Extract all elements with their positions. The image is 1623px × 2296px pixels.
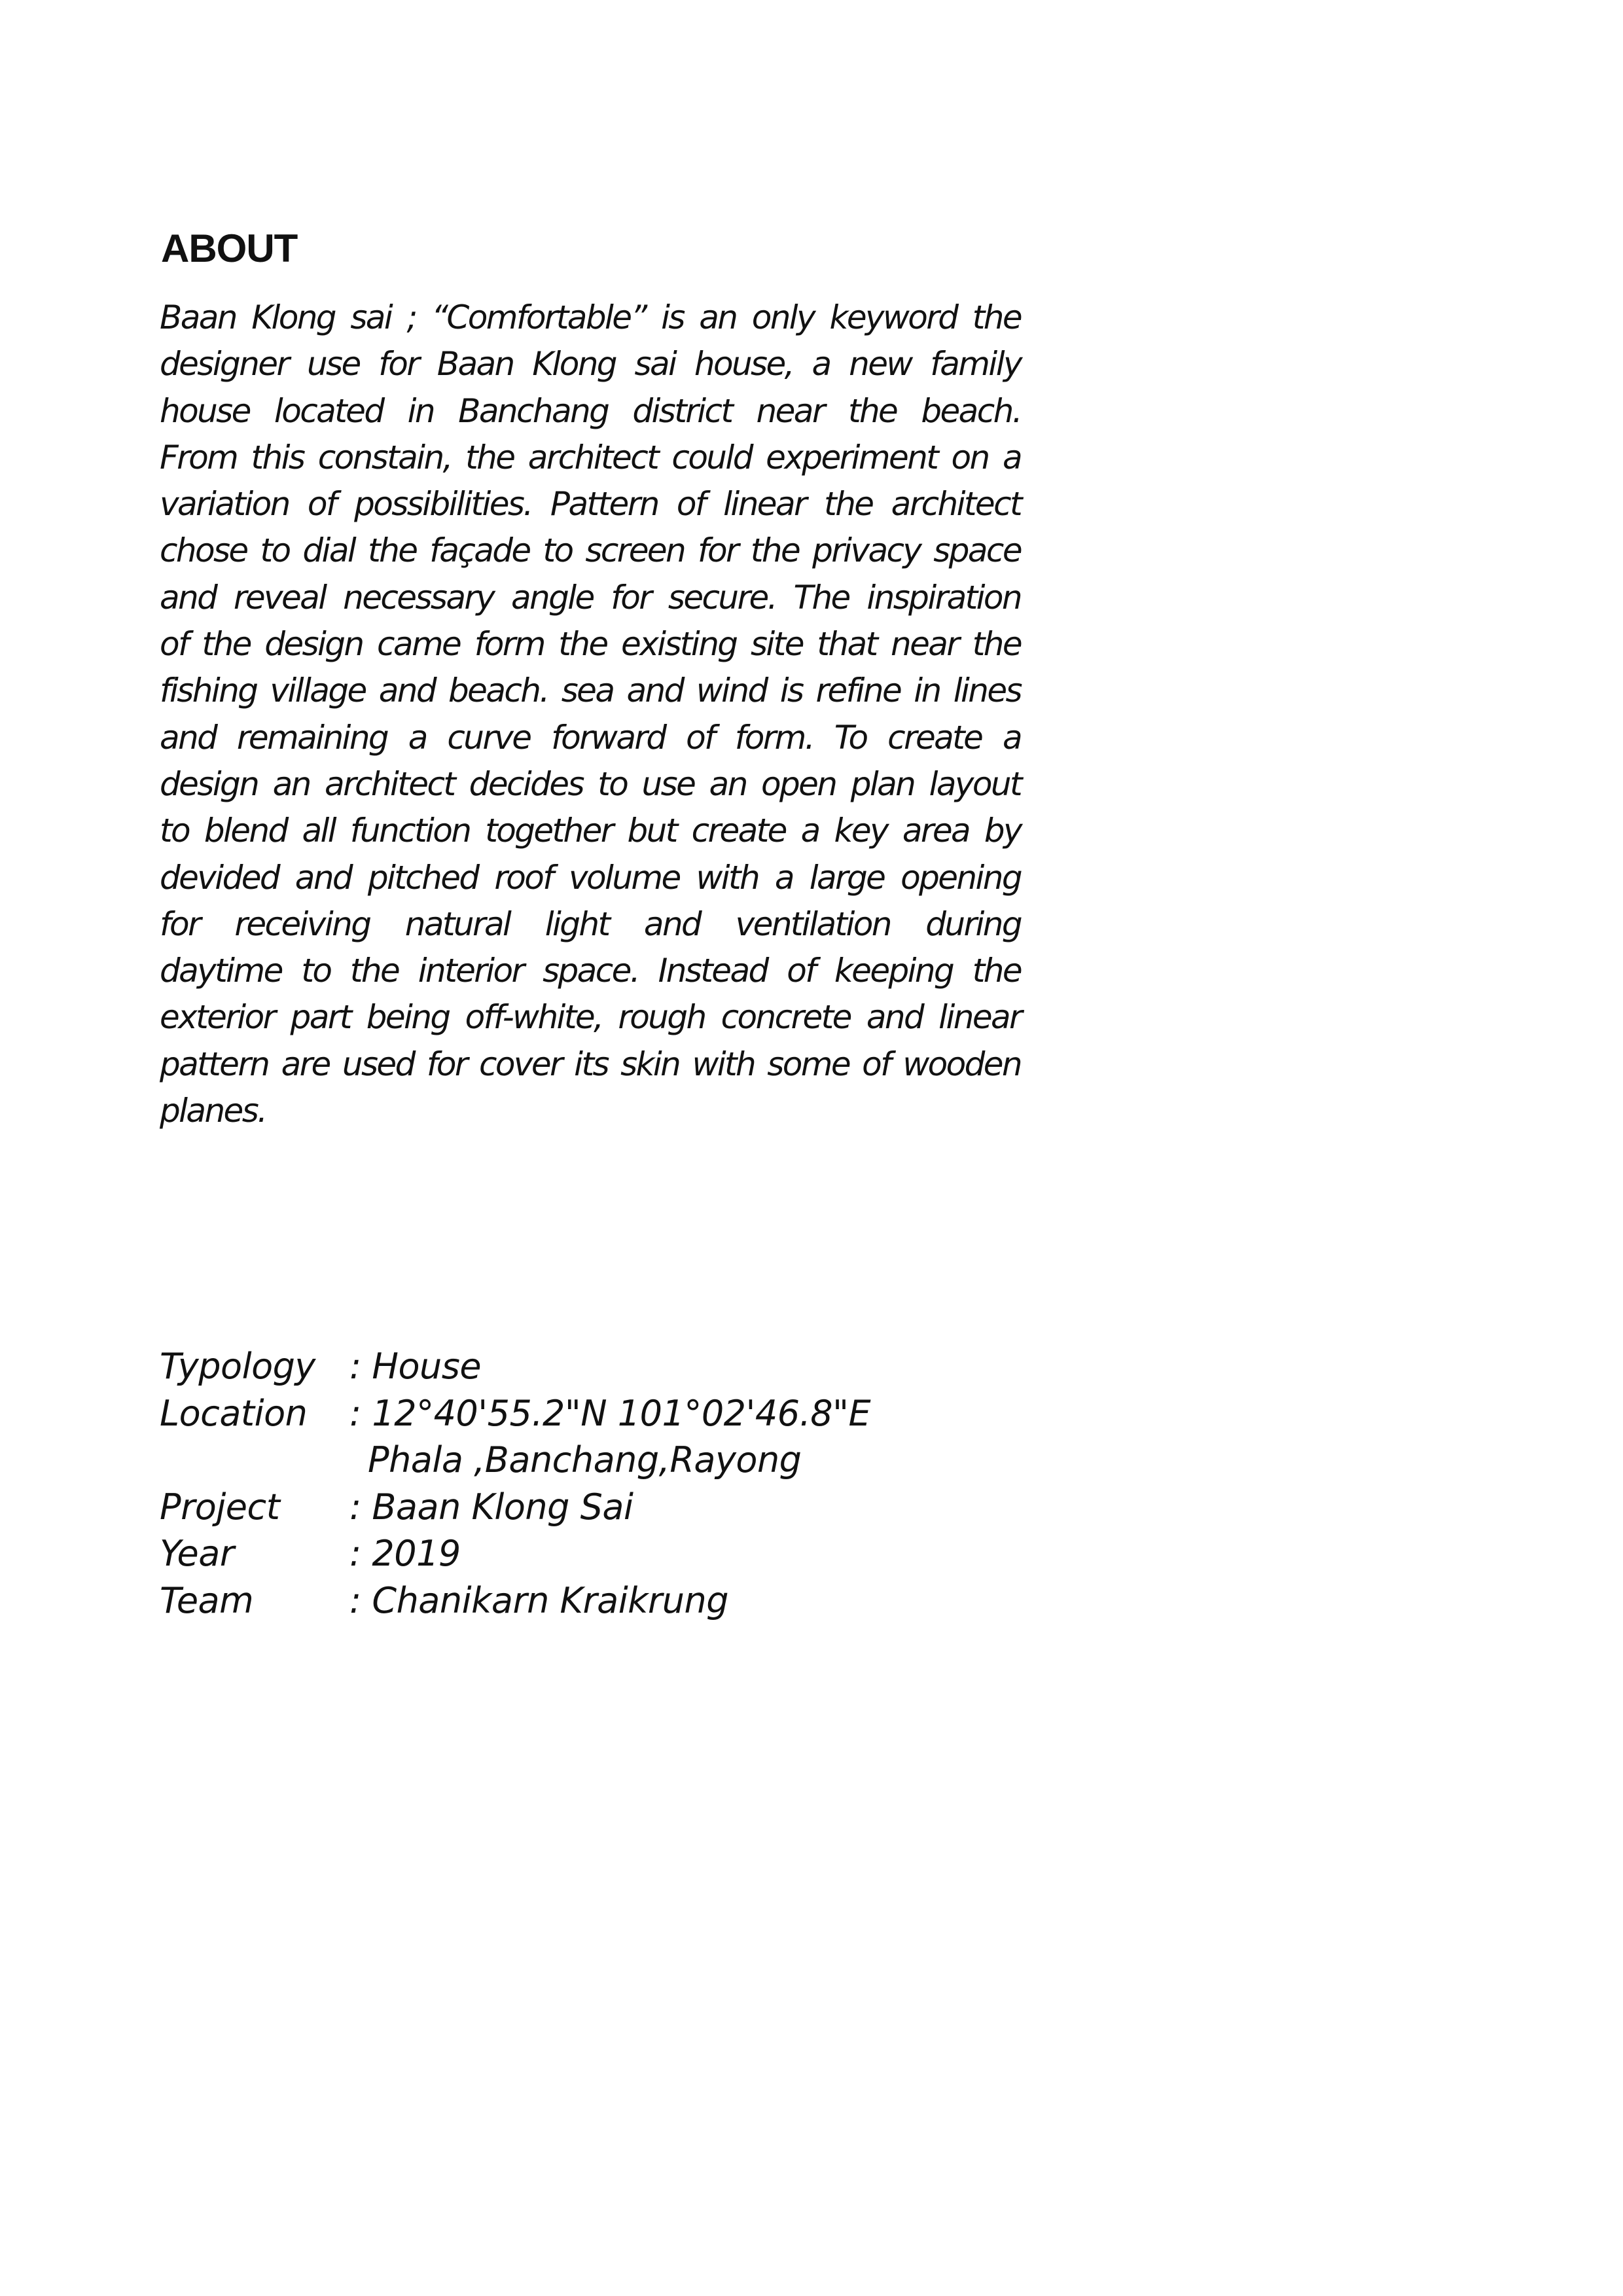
about-line: From this constain, the architect could experiment on a bbox=[160, 438, 1021, 476]
about-line: house located in Banchang district near the beach. bbox=[160, 391, 1021, 430]
detail-label: Location bbox=[160, 1392, 308, 1434]
detail-value: : Baan Klong Sai bbox=[349, 1486, 633, 1528]
detail-row-team bbox=[160, 1577, 870, 1624]
detail-value: : 2019 bbox=[349, 1533, 461, 1574]
about-line: pattern are used for cover its skin with some of wooden bbox=[160, 1045, 1021, 1083]
about-line: exterior part being off-white, rough concrete and linear bbox=[160, 998, 1021, 1037]
about-line: to blend all function together but create a key area by bbox=[160, 812, 1021, 850]
detail-value: : 12°40'55.2"N 101°02'46.8"E bbox=[349, 1392, 871, 1434]
detail-value: Phala ,Banchang,Rayong bbox=[368, 1439, 802, 1480]
detail-row-typology bbox=[160, 1343, 870, 1390]
detail-value: : Chanikarn Kraikrung bbox=[349, 1579, 728, 1621]
about-line: chose to dial the façade to screen for the privacy space bbox=[160, 531, 1021, 570]
detail-row-project bbox=[160, 1484, 870, 1531]
detail-row-location-continued bbox=[160, 1437, 870, 1484]
about-line: fishing village and beach. sea and wind is refine in lines bbox=[160, 672, 1021, 710]
about-paragraph bbox=[160, 295, 1021, 1134]
about-line: variation of possibilities. Pattern of linear the architect bbox=[160, 485, 1021, 524]
detail-label: Typology bbox=[160, 1346, 315, 1387]
about-line: devided and pitched roof volume with a large opening bbox=[160, 858, 1021, 897]
about-line: and remaining a curve forward of form. To create a bbox=[160, 718, 1021, 757]
section-heading-about: ABOUT bbox=[161, 226, 298, 270]
detail-row-location bbox=[160, 1390, 870, 1437]
about-line: Baan Klong sai ; “Comfortable” is an only keyword the bbox=[160, 298, 1021, 336]
detail-label: Team bbox=[160, 1579, 254, 1621]
about-line: of the design came form the existing site that near the bbox=[160, 625, 1021, 664]
about-line: planes. bbox=[160, 1092, 266, 1130]
detail-row-year bbox=[160, 1530, 870, 1577]
detail-label: Year bbox=[160, 1533, 234, 1574]
about-line: design an architect decides to use an open plan layout bbox=[160, 764, 1021, 803]
about-line: daytime to the interior space. Instead of keeping the bbox=[160, 952, 1021, 990]
about-line: and reveal necessary angle for secure. The inspiration bbox=[160, 578, 1021, 617]
detail-label: Project bbox=[160, 1486, 280, 1528]
project-details bbox=[160, 1343, 870, 1624]
about-line: for receiving natural light and ventilation during bbox=[160, 905, 1021, 943]
detail-value: : House bbox=[349, 1346, 482, 1387]
about-line: designer use for Baan Klong sai house, a new family bbox=[160, 345, 1021, 384]
